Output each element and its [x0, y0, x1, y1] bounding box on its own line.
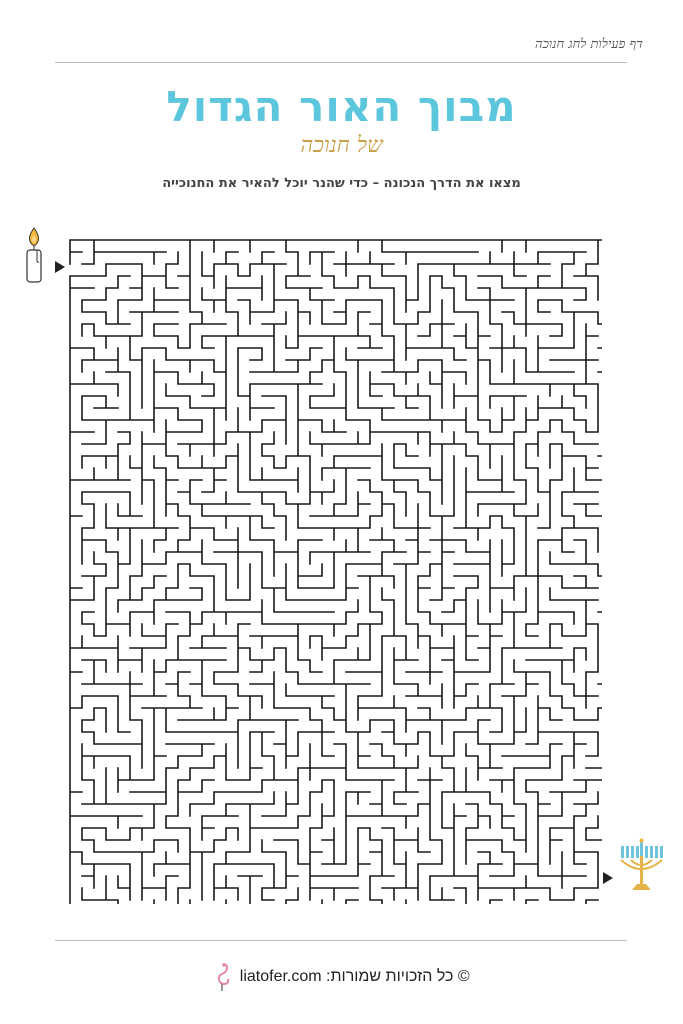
- maze-walls: [70, 240, 602, 904]
- footer-divider: [55, 940, 627, 941]
- page-title: מבוך האור הגדול: [166, 82, 517, 131]
- header-divider: [55, 62, 627, 63]
- instructions-text: מצאו את הדרך הנכונה – כדי שהנר יוכל להאיר את החנוכייה: [162, 176, 521, 191]
- site-link[interactable]: liatofer.com: [239, 968, 322, 986]
- end-arrow-icon: [603, 872, 613, 884]
- page-subtitle: של חנוכה: [300, 133, 383, 158]
- worksheet-label: דף פעילות לחג חנוכה: [534, 37, 643, 52]
- maze-grid: [62, 232, 602, 904]
- copyright-text: © כל הזכויות שמורות:: [326, 968, 470, 986]
- flamingo-icon: [213, 962, 231, 992]
- candle-icon: [20, 226, 48, 286]
- footer: [0, 962, 683, 992]
- menorah-icon: [618, 838, 664, 894]
